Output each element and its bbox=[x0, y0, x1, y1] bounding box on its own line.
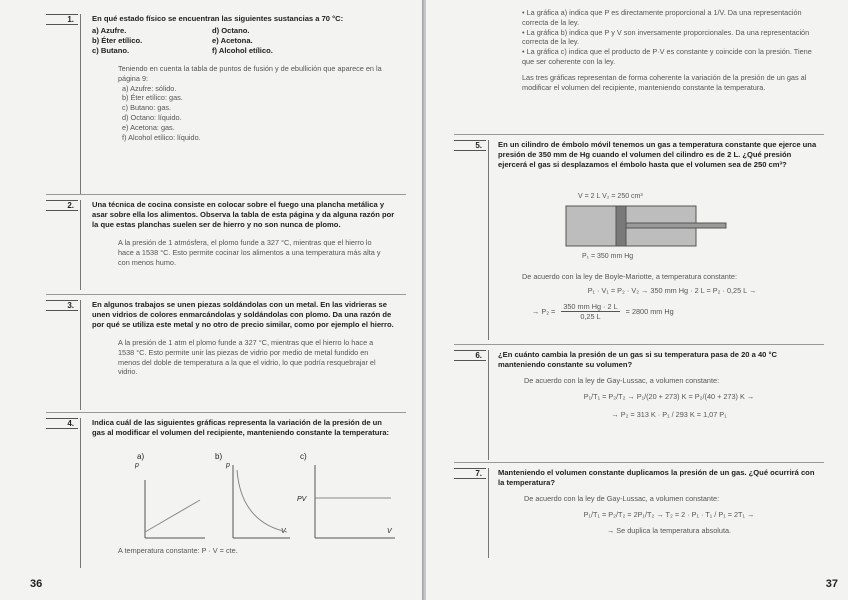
page-number-right: 37 bbox=[825, 578, 838, 590]
cylinder-svg bbox=[564, 202, 764, 256]
option-b: b) Éter etílico. bbox=[92, 36, 143, 45]
answer-7-intro: De acuerdo con la ley de Gay-Lussac, a volumen constante: bbox=[524, 494, 720, 503]
answer-3: A la presión de 1 atm el plomo funde a 327 °C, mientras que el hierro lo hace a 1538 °C. Esto permite unir las piezas de vidrio por medio de metal fundido en menos del doble de temperatura a la que el vidrio, lo que podría resquebrajar el vidrio. bbox=[118, 338, 376, 377]
right-page bbox=[426, 0, 848, 600]
option-e: e) Acetona. bbox=[212, 36, 253, 45]
question-3-text: En algunos trabajos se unen piezas soldándolas con un metal. En las vidrieras se unen vidrios de colores enmarcándolas y soldándolas con plomo. Da una razón de por qué se utiliza este metal y no otro de precio similar, como por ejemplo el hierro. bbox=[92, 300, 394, 329]
divider bbox=[454, 462, 824, 463]
question-number-6: 6. bbox=[454, 350, 486, 361]
bullet-graph-b: • La gráfica b) indica que P y V son inversamente proporcionales. Da una representación correcta de la ley. bbox=[522, 28, 822, 48]
question-number-7: 7. bbox=[454, 468, 486, 479]
question-number-3: 3. bbox=[46, 300, 78, 311]
question-1-options bbox=[92, 26, 402, 56]
answer-6-eq1: P₁/T₁ = P₂/T₂ → P₁/(20 + 273) K = P₂/(40 + 273) K → bbox=[583, 391, 755, 401]
graph-a bbox=[145, 480, 205, 538]
margin-rule bbox=[80, 14, 81, 194]
bullet-graph-a: • La gráfica a) indica que P es directamente proporcional a 1/V. Da una representación correcta de la ley. bbox=[522, 8, 822, 28]
graph-caption: A temperatura constante: P · V = cte. bbox=[118, 546, 238, 555]
question-4-continued bbox=[522, 8, 822, 92]
question-6-text: ¿En cuánto cambia la presión de un gas si su temperatura pasa de 20 a 40 °C manteniendo constante su volumen? bbox=[498, 350, 778, 369]
answer-7-eq1: P₁/T₁ = P₂/T₂ = 2P₁/T₂ → T₂ = 2 · P₁ · T₁ / P₁ = 2T₁ → bbox=[583, 509, 755, 519]
graph-c-axis-label: PV bbox=[297, 496, 307, 503]
answer-1-d: d) Octano: líquido. bbox=[122, 112, 182, 122]
answer-1-f: f) Alcohol etílico: líquido. bbox=[122, 132, 201, 142]
answer-1-e: e) Acetona: gas. bbox=[122, 122, 175, 132]
answer-5 bbox=[522, 272, 822, 322]
question-number-5: 5. bbox=[454, 140, 486, 151]
question-1 bbox=[92, 14, 402, 142]
graph-c-axis-label-v: V bbox=[387, 528, 392, 535]
answer-6-eq2: → P₂ = 313 K · P₁ / 293 K = 1,07 P₁ bbox=[611, 409, 727, 419]
question-6 bbox=[498, 350, 818, 419]
question-1-text: En qué estado físico se encuentran las siguientes sustancias a 70 °C: bbox=[92, 14, 344, 23]
answer-5-intro: De acuerdo con la ley de Boyle-Mariotte, a temperatura constante: bbox=[522, 272, 737, 281]
question-number-1: 1. bbox=[46, 14, 78, 25]
margin-rule bbox=[488, 140, 489, 340]
answer-5-eq2 bbox=[532, 302, 822, 323]
cylinder-figure bbox=[564, 192, 764, 264]
divider bbox=[454, 344, 824, 345]
margin-rule bbox=[488, 468, 489, 558]
margin-rule bbox=[488, 350, 489, 460]
graphs-figure bbox=[115, 452, 405, 552]
answer-6-intro: De acuerdo con la ley de Gay-Lussac, a volumen constante: bbox=[524, 376, 720, 385]
graph-b-axis-label-v: V bbox=[281, 528, 286, 535]
divider bbox=[46, 294, 406, 295]
answer-2: A la presión de 1 atmósfera, el plomo funde a 327 °C, mientras que el hierro lo hace a 1538 °C. Esto permite cocinar los alimentos a una temperatura más alta y con menos humo. bbox=[118, 238, 381, 267]
margin-rule bbox=[80, 200, 81, 290]
answer-1-c: c) Butano: gas. bbox=[122, 103, 172, 113]
answer-1 bbox=[118, 64, 388, 142]
margin-rule bbox=[80, 300, 81, 410]
bullet-graph-c: • La gráfica c) indica que el producto de P·V es constante y coincide con la presión. Tiene que ser coherente con la ley. bbox=[522, 47, 822, 67]
piston-rod bbox=[626, 223, 726, 228]
option-d: d) Octano. bbox=[212, 26, 250, 35]
eq2-denominator: 0,25 L bbox=[580, 312, 601, 322]
answer-7-eq2: → Se duplica la temperatura absoluta. bbox=[606, 525, 732, 535]
eq2-result: = 2800 mm Hg bbox=[625, 306, 674, 316]
question-4 bbox=[92, 418, 397, 438]
margin-rule bbox=[80, 418, 81, 568]
answer-1-a: a) Azufre: sólido. bbox=[122, 83, 177, 93]
piston bbox=[616, 206, 626, 246]
question-4-summary: Las tres gráficas representan de forma coherente la variación de la presión de un gas al modificar el volumen del recipiente, manteniendo constante la temperatura. bbox=[522, 72, 807, 92]
question-number-4: 4. bbox=[46, 418, 78, 429]
answer-6 bbox=[524, 376, 814, 419]
graphs-svg bbox=[115, 460, 405, 550]
eq2-numerator: 350 mm Hg · 2 L bbox=[563, 301, 618, 311]
graph-a-axis-label: p bbox=[135, 462, 139, 469]
question-2 bbox=[92, 200, 397, 267]
page-number-left: 36 bbox=[30, 578, 43, 590]
eq2-left: → P₂ = bbox=[532, 306, 556, 316]
graph-c-label: c) bbox=[300, 452, 307, 461]
question-7-text: Manteniendo el volumen constante duplicamos la presión de un gas. ¿Qué ocurrirá con la temperatura? bbox=[498, 468, 815, 487]
graph-b bbox=[233, 465, 290, 538]
graph-a-label: a) bbox=[137, 452, 145, 461]
answer-1-intro: Teniendo en cuenta la tabla de puntos de fusión y de ebullición que aparece en la página 9: bbox=[118, 64, 382, 83]
answer-1-b: b) Éter etílico: gas. bbox=[122, 93, 183, 103]
answer-5-eq1: P₁ · V₁ = P₂ · V₂ → 350 mm Hg · 2 L = P₂ · 0,25 L → bbox=[587, 285, 757, 295]
question-3 bbox=[92, 300, 397, 377]
divider bbox=[454, 134, 824, 135]
option-c: c) Butano. bbox=[92, 46, 130, 55]
question-7 bbox=[498, 468, 818, 535]
question-2-text: Una técnica de cocina consiste en colocar sobre el fuego una plancha metálica y asar sobre ella los alimentos. Observa la tabla de esta página y da alguna razón por la que estas planchas suelen ser de hierro y no son nunca de plomo. bbox=[92, 200, 395, 229]
question-number-2: 2. bbox=[46, 200, 78, 211]
option-a: a) Azufre. bbox=[92, 26, 127, 35]
divider bbox=[46, 194, 406, 195]
graph-b-label: b) bbox=[215, 452, 223, 461]
divider bbox=[46, 412, 406, 413]
answer-7 bbox=[524, 494, 814, 535]
question-5 bbox=[498, 140, 818, 170]
question-5-text: En un cilindro de émbolo móvil tenemos un gas a temperatura constante que ejerce una presión de 350 mm de Hg cuando el volumen del cilindro es de 2 L. ¿Qué presión ejercerá el gas si desplazamos el émbolo hasta que el volumen sea de 250 cm³? bbox=[498, 140, 817, 169]
graph-c bbox=[315, 465, 395, 538]
cylinder-pressure-label: P₁ = 350 mm Hg bbox=[582, 253, 634, 260]
question-4-text: Indica cuál de las siguientes gráficas representa la variación de la presión de un gas al modificar el volumen del recipiente, manteniendo constante la temperatura: bbox=[92, 418, 390, 437]
graph-b-axis-label: p bbox=[226, 462, 230, 469]
eq2-fraction bbox=[561, 302, 619, 323]
cylinder-volume-label: V = 2 L V₂ = 250 cm³ bbox=[578, 193, 643, 200]
option-f: f) Alcohol etílico. bbox=[212, 46, 273, 55]
